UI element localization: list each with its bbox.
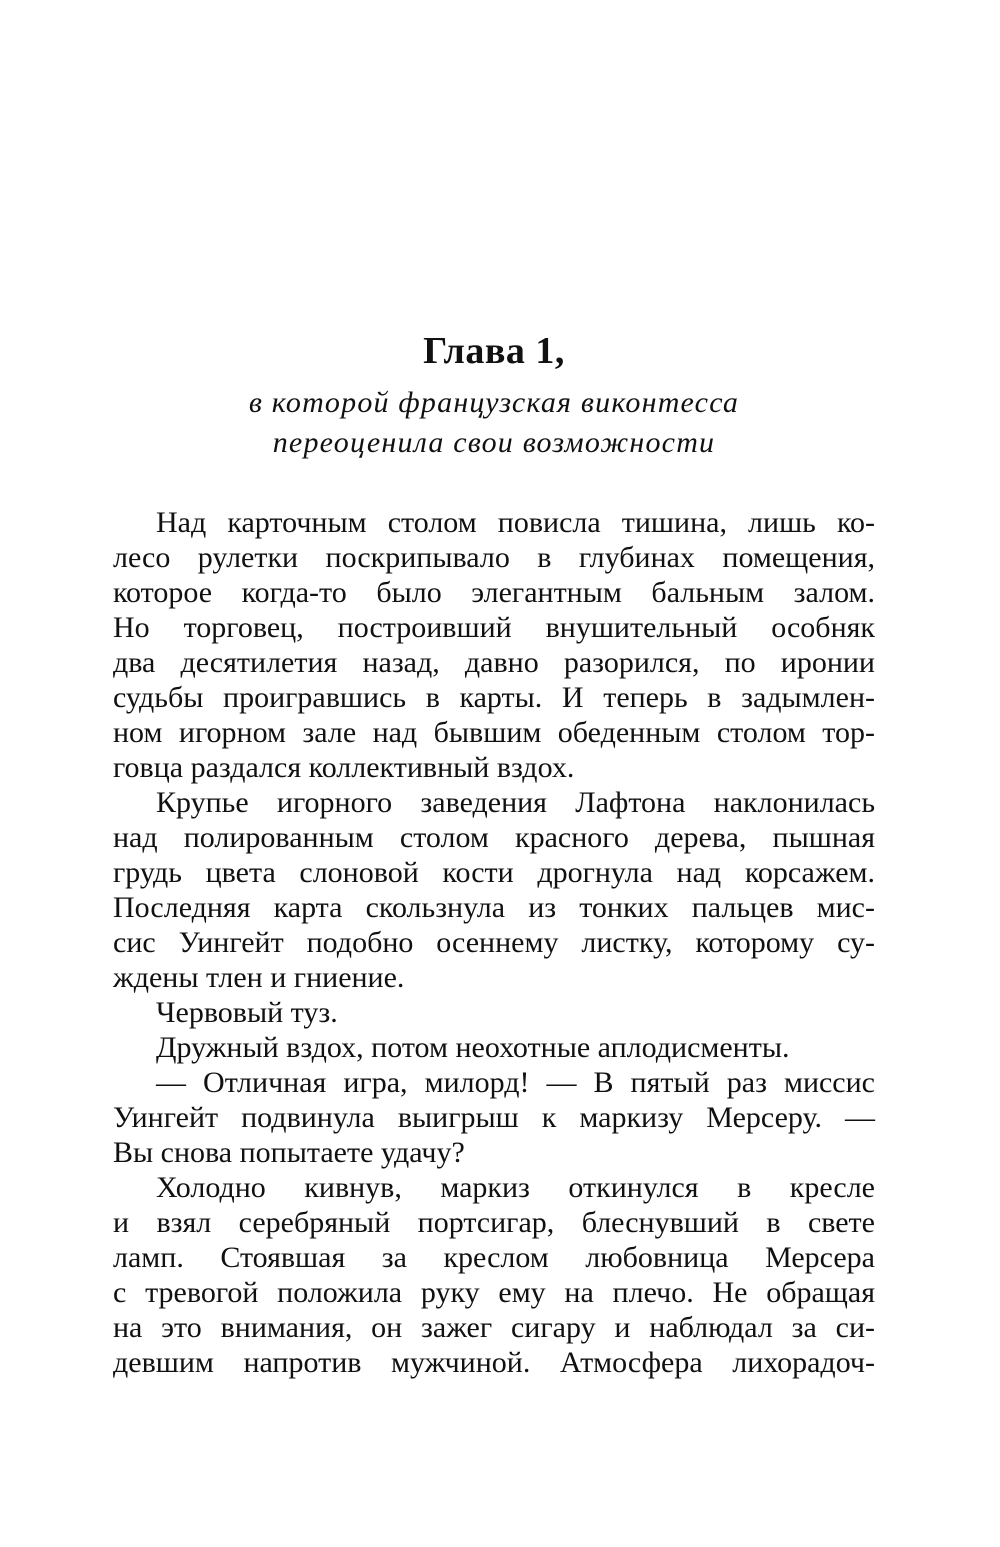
text-line: говца раздался коллективный вздох.	[113, 751, 575, 784]
text-line: грудь цвета слоновой кости дрогнула над корсажем.	[113, 856, 875, 889]
text-line: ламп. Стоявшая за креслом любовница Мерсера	[113, 1241, 875, 1274]
text-line: над полированным столом красного дерева, пышная	[113, 821, 875, 854]
text-line: сис Уингейт подобно осеннему листку, которому су-	[113, 926, 875, 959]
chapter-body-text	[113, 505, 875, 1380]
text-line: Вы снова попытаете удачу?	[113, 1136, 465, 1169]
text-line: Червовый туз.	[156, 996, 338, 1029]
text-line: Холодно кивнув, маркиз откинулся в кресле	[156, 1171, 875, 1204]
text-line: Крупье игорного заведения Лафтона наклонилась	[156, 786, 875, 819]
text-line: Дружный вздох, потом неохотные аплодисменты.	[156, 1031, 790, 1064]
text-line: Уингейт подвинула выигрыш к маркизу Мерсеру. —	[113, 1101, 875, 1134]
text-line: лесо рулетки поскрипывало в глубинах помещения,	[113, 541, 875, 574]
text-line: с тревогой положила руку ему на плечо. Не обращая	[113, 1276, 875, 1309]
chapter-subtitle-line-1: в которой французская виконтесса	[248, 386, 740, 419]
text-line: на это внимания, он зажег сигару и наблюдал за си-	[113, 1311, 875, 1344]
text-line: судьбы проигравшись в карты. И теперь в задымлен-	[113, 681, 875, 714]
text-line: которое когда-то было элегантным бальным залом.	[113, 576, 875, 609]
text-line: ном игорном зале над бывшим обеденным столом тор-	[113, 716, 875, 749]
chapter-subtitle-line-2: переоценила свои возможности	[272, 426, 716, 459]
text-line: — Отличная игра, милорд! — В пятый раз миссис	[156, 1066, 875, 1099]
text-line: Последняя карта скользнула из тонких пальцев мис-	[113, 891, 875, 924]
text-line: Но торговец, построивший внушительный особняк	[113, 611, 875, 644]
text-line: ждены тлен и гниение.	[113, 961, 405, 994]
text-line: Над карточным столом повисла тишина, лишь ко-	[156, 506, 875, 539]
text-line: и взял серебряный портсигар, блеснувший в свете	[113, 1206, 875, 1239]
text-line: два десятилетия назад, давно разорился, по иронии	[113, 646, 875, 679]
chapter-title: Глава 1,	[423, 330, 565, 372]
text-line: девшим напротив мужчиной. Атмосфера лихорадоч-	[113, 1346, 875, 1379]
book-page	[113, 325, 875, 1380]
